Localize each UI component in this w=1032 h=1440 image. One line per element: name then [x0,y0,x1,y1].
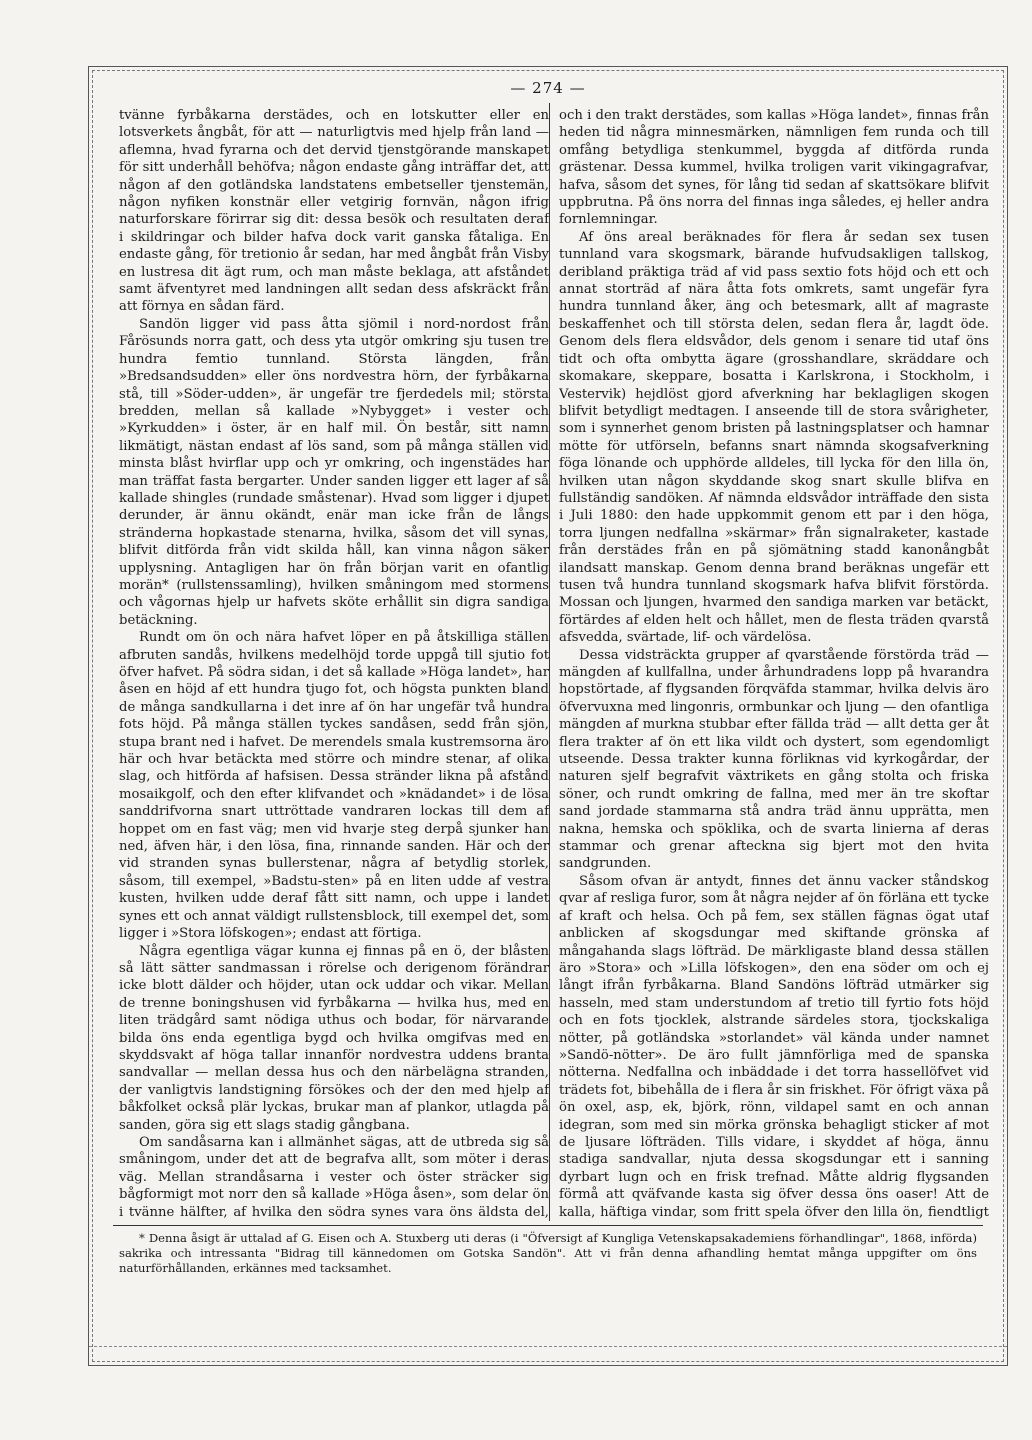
page-frame [88,66,1008,1366]
paragraph: Dessa vidsträckta grupper af qvarstående förstörda träd — mängden af kullfallna, under århundradens lopp på hvarandra hopstörtade, af flygsanden förqväfda stammar, hvilka delvis äro öfvervuxna med lingonris, ormbunkar och ljung — den ofantliga mängden af murkna stubbar efter fällda träd — allt detta ger åt flera trakter af ön ett lika vildt och dystert, som egendomligt utseende. Dessa trakter kunna förliknas vid kyrkogårdar, der naturen sjelf begrafvit växtrikets en gång stolta och friska söner, och rundt omkring de fallna, med mer än tre skoftar sand jordade stammarna stå andra träd ännu upprätta, men nakna, hemska och spöklika, och de svarta linierna af deras stammar och grenar afteckna sig bjert mot den hvita sandgrunden. [559,647,989,872]
paragraph: Om sandåsarna kan i allmänhet sägas, att de utbreda sig så småningom, under det att de begrafva allt, som möter i deras väg. Mellan strandåsarna i vester och öster sträcker sig bågformigt mot norr den så kallade »Höga åsen», som delar ön i tvänne hälfter, af hvilka den södra synes vara öns äldsta del, [119,1134,549,1219]
left-column [119,107,549,1219]
right-column [559,107,989,1219]
bottom-border [89,1346,1007,1355]
paragraph: tvänne fyrbåkarna derstädes, och en lotskutter eller en lotsverkets ångbåt, för att — naturligtvis med hjelp från land — aflemna, hvad fyrarna och det dervid tjenstgörande manskapet för sitt underhåll behöfva; någon endaste gång inträffar det, att någon af den gotländska landstatens embetseller tjenstemän, någon nyfiken konstnär eller vetgirig fornvän, någon ifrig naturforskare förirrar sig dit: dessa besök och resultaten deraf i skildringar och bilder hafva dock varit ganska fåtaliga. En endaste gång, för tretionio år sedan, har med ångbåt från Visby en lustresa dit ägt rum, och man måste beklaga, att afståndet samt äfventyret med landningen allt sedan dess afskräckt från att förnya en sådan färd. [119,108,549,315]
paragraph: Såsom ofvan är antydt, finnes det ännu vacker ståndskog qvar af resliga furor, som åt några nejder af ön förläna ett tycke af kraft och helsa. Och på fem, sex ställen fägnas ögat utaf anblicken af skogsdungar med skiftande grönska af mångahanda slags löfträd. De märkligaste bland dessa ställen äro »Stora» och »Lilla löfskogen», den ena söder om och ej långt ifrån fyrbåkarna. Bland Sandöns löfträd utmärker sig hasseln, med stam understundom af tretio till fyrtio fots höjd och en fots tjocklek, alstrande särdeles stora, tjockskaliga nötter, på gotländska »storlandet» väl kända under namnet »Sandö-nötter». De äro fullt jämnförliga med de spanska nötterna. Nedfallna och inbäddade i det torra hassellöfvet vid trädets fot, bibehålla de i flera år sin friskhet. För öfrigt växa på ön oxel, asp, ek, björk, rönn, vildapel samt en och annan idegran, som med sin mörka grönska behagligt sticker af mot de ljusare löfträden. Tills vidare, i skyddet af höga, ännu stadiga sandvallar, njuta dessa skogsdungar ett i sanning dyrbart lugn och en frisk trefnad. Måtte aldrig flygsanden förmå att qväfvande kasta sig öfver dessa öns oaser! Att de kalla, häftiga vindar, som fritt spela öfver den lilla ön, fiendtligt [559,873,989,1219]
paragraph: Af öns areal beräknades för flera år sedan sex tusen tunnland vara skogsmark, bärande hufvudsakligen tallskog, deribland präktiga träd af vid pass sextio fots höjd och ett och annat storträd af nära åtta fots omkrets, samt ungefär fyra hundra tunnland åker, äng och betesmark, allt af magraste beskaffenhet och till största delen, sedan flera år, lagdt öde. Genom dels flera eldsvådor, dels genom i senare tid utaf öns tidt och ofta ombytta ägare (grosshandlare, skräddare och skomakare, skeppare, bosatta i Karlskrona, i Stockholm, i Vestervik) hejdlöst gjord afverkning har beklagligen skogen blifvit betydligt medtagen. I anseende till de stora svårigheter, som i synnerhet genom bristen på lastningsplatser och hamnar mötte för utförseln, befanns snart nämnda skogsafverkning föga lönande och upphörde alldeles, till lycka för den lilla ön, hvilken utan någon skyddande skog snart skulle blifva en fullständig sandöken. Af nämnda eldsvådor inträffade den sista i Juli 1880: den hade uppkommit genom ett par i den höga, torra ljungen nedfallna »skärmar» från signalraketer, kastade från derstädes från en på sjömätning stadd kanonångbåt ilandsatt manskap. Genom denna brand beräknas ungefär ett tusen två hundra tunnland skogsmark hafva blifvit förstörda. Mossan och ljungen, hvarmed den sandiga marken var betäckt, förtärdes af elden helt och hållet, men de flesta träden qvarstå afsvedda, svärtade, lif- och värdelösa. [559,229,989,646]
paragraph: Rundt om ön och nära hafvet löper en på åtskilliga ställen afbruten sandås, hvilkens medelhöjd torde uppgå till sjutio fot öfver hafvet. På södra sidan, i det så kallade »Höga landet», har åsen en höjd af ett hundra tjugo fot, och högsta punkten bland de många sandkullarna i det inre af ön har ungefär två hundra fots höjd. På många ställen tyckes sandåsen, sedd från sjön, stupa brant ned i hafvet. De merendels smala kustremsorna äro här och hvar betäckta med större och mindre stenar, af olika slag, och hitförda af hafsisen. Dessa stränder likna på afstånd mosaikgolf, och den efter klifvandet och »knädandet» i de lösa sanddrifvorna snart uttröttade vandraren lockas till dem af hoppet om en fast väg; men vid hvarje steg derpå sjunker han ned, äfven här, i den lösa, fina, rinnande sanden. Här och der vid stranden synas bullerstenar, några af betydlig storlek, såsom, till exempel, »Badstu-sten» på en liten udde af vestra kusten, hvilken udde deraf fått sitt namn, och uppe i landet synes ett och annat väldigt rullstensblock, till exempel det, som ligger i »Stora löfskogen»; endast att förtiga. [119,630,549,942]
footnote-text: * Denna åsigt är uttalad af G. Eisen och A. Stuxberg uti deras (i "Öfversigt af Kungliga Vetenskapsakademiens förhandlingar", 1868, införda) sakrika och intressanta "Bidrag till kännedomen om Gotska Sandön". Att vi från denna afhandling hemtat många uppgifter om öns naturförhållanden, erkännes med tacksamhet. [119,1231,977,1275]
footnote-rule [113,1225,983,1226]
column-divider [549,103,550,1221]
paragraph: och i den trakt derstädes, som kallas »Höga landet», finnas från heden tid några minnesmärken, nämnligen fem runda och till omfång betydliga stenkummel, byggda af ditförda runda grästenar. Dessa kummel, hvilka troligen varit vikingagrafvar, hafva, såsom det synes, för lång tid sedan af skattsökare blifvit uppbrutna. På öns norra del finnas inga således, ej heller andra fornlemningar. [559,108,989,228]
page-number: — 274 — [510,79,586,97]
paragraph: Några egentliga vägar kunna ej finnas på en ö, der blåsten så lätt sätter sandmassan i rörelse och derigenom förändrar icke blott dälder och höjder, utan ock uddar och vikar. Mellan de trenne boningshusen vid fyrbåkarna — hvilka hus, med en liten trädgård samt nödiga uthus och bodar, för närvarande bilda öns enda egentliga bygd och hvilka omgifvas med en skyddsvakt af höga tallar innanför nordvestra uddens branta sandvallar — mellan dessa hus och den närbelägna stranden, der vanligtvis landstigning försökes och der den med hjelp af båkfolket också plär lyckas, brukar man af plankor, utlagda på sanden, göra sig ett slags stadig gångbana. [119,943,549,1133]
paragraph: Sandön ligger vid pass åtta sjömil i nord-nordost från Fårösunds norra gatt, och dess yta utgör omkring sju tusen tre hundra femtio tunnland. Största längden, från »Bredsandsudden» eller öns nordvestra hörn, der fyrbåkarna stå, till »Söder-udden», är ungefär tre fjerdedels mil; största bredden, mellan så kallade »Nybygget» i vester och »Kyrkudden» i öster, är en half mil. Ön består, sitt namn likmätigt, nästan endast af lös sand, som på många ställen vid minsta blåst hvirflar upp och yr omkring, och ingenstädes har man träffat fasta bergarter. Under sanden ligger ett lager af så kallade shingles (rundade småstenar). Hvad som ligger i djupet derunder, är ännu okändt, enär man icke från de långs stränderna hopkastade stenarna, hvilka, såsom det vill synas, blifvit ditförda från vidt skilda håll, kan vinna någon säker upplysning. Antagligen har ön från början varit en ofantlig morän* (rullstenssamling), hvilken småningom med stormens och vågornas hjelp ur hafvets sköte erhållit sin digra sandiga betäckning. [119,316,549,628]
footnote [119,1231,977,1276]
